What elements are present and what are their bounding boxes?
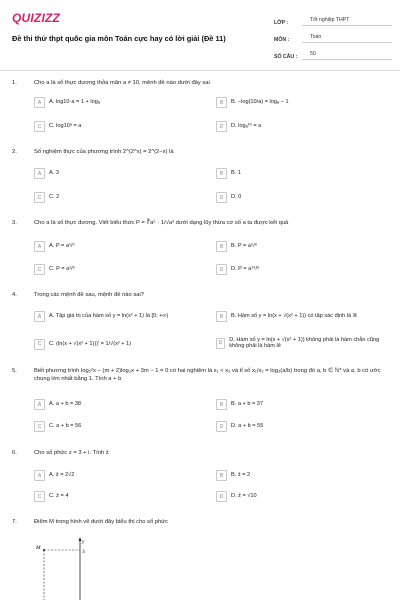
- meta-label: LỚP :: [274, 20, 289, 26]
- option-text: A. 3: [49, 170, 59, 177]
- option-3a[interactable]: [34, 240, 75, 253]
- question-number: 6.: [12, 450, 17, 456]
- option-6a[interactable]: [34, 469, 74, 482]
- question-text: Cho a là số thực dương. Viết biểu thức P = ∛a⁵ · 1/√a³ dưới dạng lũy thừa cơ số a ta được kết quả: [34, 220, 289, 226]
- option-text: C. P = a¹/⁵: [49, 266, 75, 273]
- meta-box: [274, 12, 392, 63]
- option-text: D. a + b = 55: [231, 423, 264, 430]
- option-letter-box: C: [34, 339, 45, 350]
- option-2c[interactable]: [34, 191, 59, 204]
- option-text: C. z̄ = 4: [49, 493, 69, 500]
- option-text: D. P = a¹⁹/⁶: [231, 266, 260, 273]
- option-5b[interactable]: [216, 398, 263, 411]
- option-letter-box: A: [34, 470, 45, 481]
- meta-value-subject: Toán: [302, 34, 392, 43]
- option-text: C. log10ᵃ = a: [49, 123, 82, 130]
- option-letter-box: C: [34, 121, 45, 132]
- question-4: [12, 292, 390, 300]
- option-letter-box: A: [34, 241, 45, 252]
- option-1c[interactable]: [34, 120, 81, 133]
- option-2d[interactable]: [216, 191, 241, 204]
- option-text: A. Tập giá trị của hàm số y = ln(x² + 1) là [0; +∞): [49, 313, 169, 320]
- option-1b[interactable]: [216, 96, 289, 109]
- quizizz-logo: QUIZIZZ: [12, 11, 61, 25]
- y-tick-label: 3: [82, 549, 85, 555]
- option-letter-box: D: [216, 121, 227, 132]
- option-4d[interactable]: [216, 334, 392, 352]
- option-letter-box: D: [216, 192, 227, 203]
- option-text: B. z̄ = 2: [231, 472, 251, 479]
- question-5: [12, 368, 390, 383]
- option-letter-box: A: [34, 168, 45, 179]
- question-text: Số nghiệm thực của phương trình 2^(2^x) = 2^(2−x) là: [34, 149, 174, 155]
- option-text: A. P = a¹/⁶: [49, 243, 75, 250]
- option-text: D. Hàm số y = ln(x + √(x² + 1)) không phải là hàm chẵn cũng không phải là hàm lẻ: [229, 336, 380, 349]
- point-m: [43, 549, 45, 551]
- option-letter-box: A: [34, 311, 45, 322]
- meta-row-count: [274, 46, 392, 60]
- option-letter-box: B: [216, 470, 227, 481]
- option-6b[interactable]: [216, 469, 250, 482]
- option-letter-box: D: [216, 421, 227, 432]
- option-text: B. −log(10/a) = logₐ − 1: [231, 99, 289, 106]
- option-letter-box: D: [216, 491, 227, 502]
- meta-value-class: Tốt nghiệp THPT: [302, 17, 392, 26]
- meta-row-class: [274, 12, 392, 26]
- option-text: B. P = a⁵/⁶: [231, 243, 258, 250]
- question-text: Cho số phức z = 3 + i. Tính z̄: [34, 450, 109, 456]
- option-text: A. z̄ = 2√2: [49, 472, 75, 479]
- option-letter-box: A: [34, 97, 45, 108]
- option-letter-box: B: [216, 168, 227, 179]
- question-number: 7.: [12, 519, 17, 525]
- option-5c[interactable]: [34, 420, 81, 433]
- question-6: [12, 450, 390, 458]
- option-5a[interactable]: [34, 398, 81, 411]
- option-letter-box: B: [216, 97, 227, 108]
- question-text: Biết phương trình log₃²x − (m + 2)log₃x + 3m − 1 = 0 có hai nghiệm là x₁ < x₂ và tỉ số x₁/x₂ = log₃(a/b) trong đó a, b ∈ ℕ* và a, b có ước chung lớn nhất bằng 1. Tính a + b: [34, 368, 381, 382]
- question-text: Trong các mệnh đề sau, mệnh đề nào sai?: [34, 292, 144, 298]
- option-letter-box: C: [34, 264, 45, 275]
- option-text: D. 0: [231, 194, 242, 201]
- option-text: D. z̄ = √10: [231, 493, 257, 500]
- option-letter-box: C: [34, 192, 45, 203]
- question-text: Điểm M trong hình vẽ dưới đây biểu thị cho số phức: [34, 519, 169, 525]
- option-1a[interactable]: [34, 96, 100, 109]
- option-letter-box: B: [216, 399, 227, 410]
- y-axis-label: y: [82, 539, 85, 545]
- option-letter-box: C: [34, 491, 45, 502]
- meta-value-count: 50: [302, 51, 392, 60]
- option-4c[interactable]: [34, 336, 210, 352]
- question-7: [12, 519, 390, 527]
- option-text: B. a + b = 37: [231, 401, 264, 408]
- option-text: B. 1: [231, 170, 241, 177]
- question-number: 1.: [12, 80, 17, 86]
- option-letter-box: D: [216, 338, 225, 349]
- page-title: Đề thi thử thpt quốc gia môn Toán cực hay có lời giải (Đề 11): [12, 34, 226, 43]
- meta-row-subject: [274, 29, 392, 43]
- question-number: 5.: [12, 368, 17, 374]
- option-6d[interactable]: [216, 490, 257, 503]
- option-text: C. a + b = 56: [49, 423, 82, 430]
- option-3d[interactable]: [216, 263, 259, 276]
- meta-label: MÔN :: [274, 37, 290, 43]
- option-4b[interactable]: [216, 310, 392, 323]
- option-letter-box: C: [34, 421, 45, 432]
- worksheet-header: [0, 0, 400, 71]
- question-2: [12, 149, 390, 157]
- option-letter-box: B: [216, 311, 227, 322]
- option-text: C. 2: [49, 194, 60, 201]
- question-3: [12, 220, 390, 228]
- option-4a[interactable]: [34, 310, 210, 323]
- question-1: [12, 80, 390, 88]
- option-text: A. a + b = 38: [49, 401, 82, 408]
- option-1d[interactable]: [216, 120, 261, 133]
- option-6c[interactable]: [34, 490, 68, 503]
- option-letter-box: A: [34, 399, 45, 410]
- option-letter-box: D: [216, 264, 227, 275]
- question-number: 4.: [12, 292, 17, 298]
- complex-plane-graph: [34, 536, 94, 600]
- question-number: 3.: [12, 220, 17, 226]
- option-letter-box: B: [216, 241, 227, 252]
- option-2a[interactable]: [34, 167, 59, 180]
- question-text: Cho a là số thực dương thỏa mãn a ≠ 10, mệnh đề nào dưới đây sai: [34, 80, 210, 86]
- option-text: D. logₐ¹⁰ = a: [231, 123, 262, 130]
- point-m-label: M: [36, 545, 41, 551]
- option-text: B. Hàm số y = ln(x + √(x² + 1)) có tập xác định là ℝ: [231, 313, 358, 320]
- option-text: A. log10·a = 1 + logₐ: [49, 99, 100, 106]
- question-number: 2.: [12, 149, 17, 155]
- option-3b[interactable]: [216, 240, 257, 253]
- option-3c[interactable]: [34, 263, 75, 276]
- option-text: C. (ln(x + √(x² + 1)))′ = 1/√(x² + 1): [49, 340, 132, 347]
- meta-label: SỐ CÂU :: [274, 54, 298, 60]
- option-5d[interactable]: [216, 420, 263, 433]
- option-2b[interactable]: [216, 167, 241, 180]
